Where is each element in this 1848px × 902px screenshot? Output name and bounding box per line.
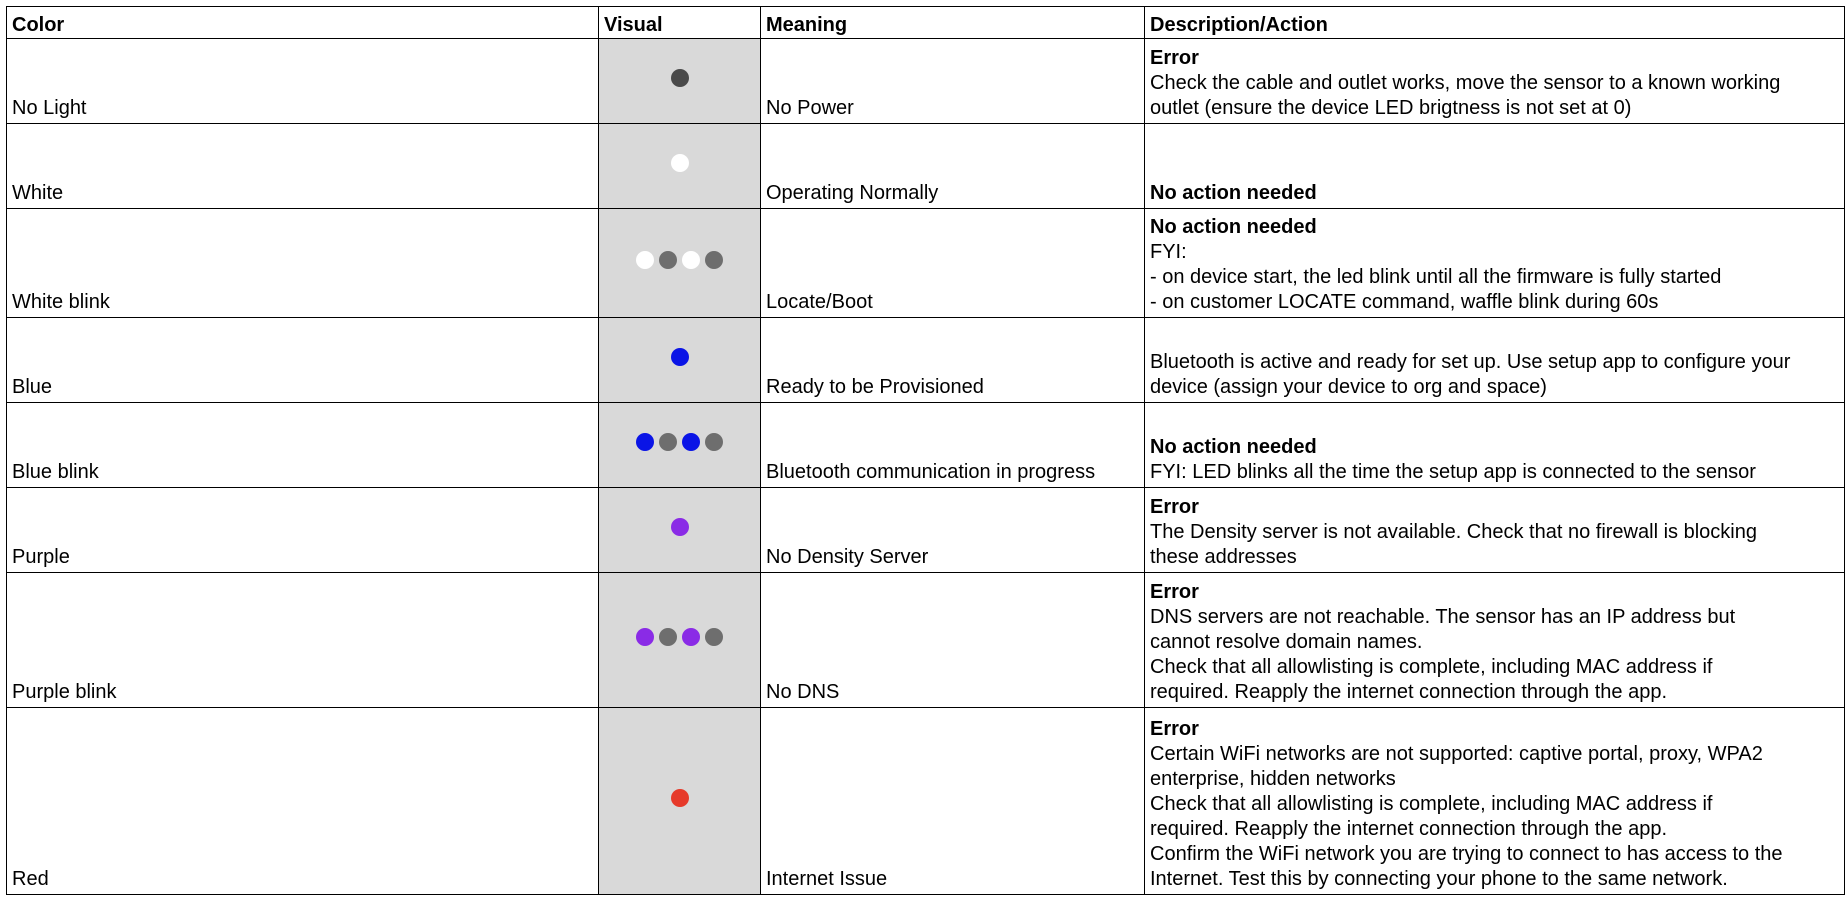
led-dot-icon <box>671 69 689 87</box>
led-dot-icon <box>705 251 723 269</box>
description-line: cannot resolve domain names. <box>1150 631 1423 653</box>
description-line: device (assign your device to org and space) <box>1150 376 1547 398</box>
description-line: Certain WiFi networks are not supported: captive portal, proxy, WPA2 <box>1150 743 1763 765</box>
cell-description[interactable] <box>1145 708 1845 895</box>
header-visual[interactable]: Visual <box>599 7 761 39</box>
description-title: No action needed <box>1150 182 1317 204</box>
cell-meaning[interactable]: Ready to be Provisioned <box>761 318 1145 403</box>
description-line: FYI: LED blinks all the time the setup app is connected to the sensor <box>1150 461 1756 483</box>
table-row <box>7 708 1845 895</box>
cell-meaning[interactable]: No Power <box>761 39 1145 124</box>
description-line: required. Reapply the internet connection through the app. <box>1150 681 1668 703</box>
led-dot-icon <box>659 628 677 646</box>
cell-meaning[interactable]: Locate/Boot <box>761 209 1145 318</box>
description-title: Error <box>1150 581 1199 603</box>
cell-visual[interactable] <box>599 573 761 708</box>
cell-description[interactable] <box>1145 403 1845 488</box>
description-line: - on customer LOCATE command, waffle blink during 60s <box>1150 291 1659 313</box>
description-line: these addresses <box>1150 546 1297 568</box>
cell-visual[interactable] <box>599 708 761 895</box>
led-dot-icon <box>671 154 689 172</box>
cell-color[interactable]: Red <box>7 708 599 895</box>
led-dot-icon <box>671 518 689 536</box>
cell-description[interactable] <box>1145 573 1845 708</box>
description-line: The Density server is not available. Check that no firewall is blocking <box>1150 521 1757 543</box>
header-meaning[interactable]: Meaning <box>761 7 1145 39</box>
cell-visual[interactable] <box>599 124 761 209</box>
cell-color[interactable]: Purple blink <box>7 573 599 708</box>
table-row <box>7 39 1845 124</box>
header-color[interactable]: Color <box>7 7 599 39</box>
description-line: Check the cable and outlet works, move the sensor to a known working <box>1150 72 1781 94</box>
cell-meaning[interactable]: No DNS <box>761 573 1145 708</box>
led-pattern <box>636 251 723 269</box>
description-line: DNS servers are not reachable. The sensor has an IP address but <box>1150 606 1736 628</box>
led-pattern <box>671 348 689 366</box>
cell-meaning[interactable]: No Density Server <box>761 488 1145 573</box>
led-pattern <box>671 69 689 87</box>
cell-description[interactable] <box>1145 318 1845 403</box>
led-dot-icon <box>682 251 700 269</box>
cell-visual[interactable] <box>599 39 761 124</box>
table-row <box>7 124 1845 209</box>
led-status-table <box>6 6 1845 895</box>
description-line: Check that all allowlisting is complete, including MAC address if <box>1150 793 1713 815</box>
cell-meaning[interactable]: Bluetooth communication in progress <box>761 403 1145 488</box>
description-title: No action needed <box>1150 216 1317 238</box>
table-row <box>7 209 1845 318</box>
cell-visual[interactable] <box>599 209 761 318</box>
led-dot-icon <box>705 433 723 451</box>
description-line: enterprise, hidden networks <box>1150 768 1396 790</box>
cell-color[interactable]: Blue blink <box>7 403 599 488</box>
description-line: - on device start, the led blink until all the firmware is fully started <box>1150 266 1722 288</box>
table-row <box>7 573 1845 708</box>
led-dot-icon <box>659 251 677 269</box>
led-dot-icon <box>659 433 677 451</box>
led-dot-icon <box>682 433 700 451</box>
description-title: No action needed <box>1150 436 1317 458</box>
led-dot-icon <box>636 628 654 646</box>
cell-color[interactable]: White blink <box>7 209 599 318</box>
description-line: Check that all allowlisting is complete, including MAC address if <box>1150 656 1713 678</box>
description-title: Error <box>1150 496 1199 518</box>
led-dot-icon <box>682 628 700 646</box>
header-row <box>7 7 1845 39</box>
cell-color[interactable]: No Light <box>7 39 599 124</box>
table-row <box>7 403 1845 488</box>
cell-visual[interactable] <box>599 488 761 573</box>
led-dot-icon <box>636 433 654 451</box>
cell-visual[interactable] <box>599 403 761 488</box>
cell-meaning[interactable]: Internet Issue <box>761 708 1145 895</box>
led-pattern <box>671 154 689 172</box>
description-line: required. Reapply the internet connection through the app. <box>1150 818 1668 840</box>
description-title: Error <box>1150 47 1199 69</box>
description-line: Bluetooth is active and ready for set up. Use setup app to configure your <box>1150 351 1791 373</box>
led-pattern <box>636 433 723 451</box>
led-dot-icon <box>671 789 689 807</box>
cell-description[interactable] <box>1145 39 1845 124</box>
cell-description[interactable] <box>1145 209 1845 318</box>
cell-color[interactable]: Purple <box>7 488 599 573</box>
cell-description[interactable] <box>1145 488 1845 573</box>
led-pattern <box>671 789 689 807</box>
header-description[interactable]: Description/Action <box>1145 7 1845 39</box>
description-line: Internet. Test this by connecting your phone to the same network. <box>1150 868 1728 890</box>
description-line: FYI: <box>1150 241 1187 263</box>
table-row <box>7 488 1845 573</box>
cell-color[interactable]: White <box>7 124 599 209</box>
cell-meaning[interactable]: Operating Normally <box>761 124 1145 209</box>
description-title: Error <box>1150 718 1199 740</box>
description-line: outlet (ensure the device LED brigtness is not set at 0) <box>1150 97 1632 119</box>
cell-visual[interactable] <box>599 318 761 403</box>
led-dot-icon <box>636 251 654 269</box>
led-pattern <box>636 628 723 646</box>
cell-color[interactable]: Blue <box>7 318 599 403</box>
led-dot-icon <box>705 628 723 646</box>
led-dot-icon <box>671 348 689 366</box>
led-pattern <box>671 518 689 536</box>
cell-description[interactable] <box>1145 124 1845 209</box>
table-row <box>7 318 1845 403</box>
description-line: Confirm the WiFi network you are trying to connect to has access to the <box>1150 843 1783 865</box>
